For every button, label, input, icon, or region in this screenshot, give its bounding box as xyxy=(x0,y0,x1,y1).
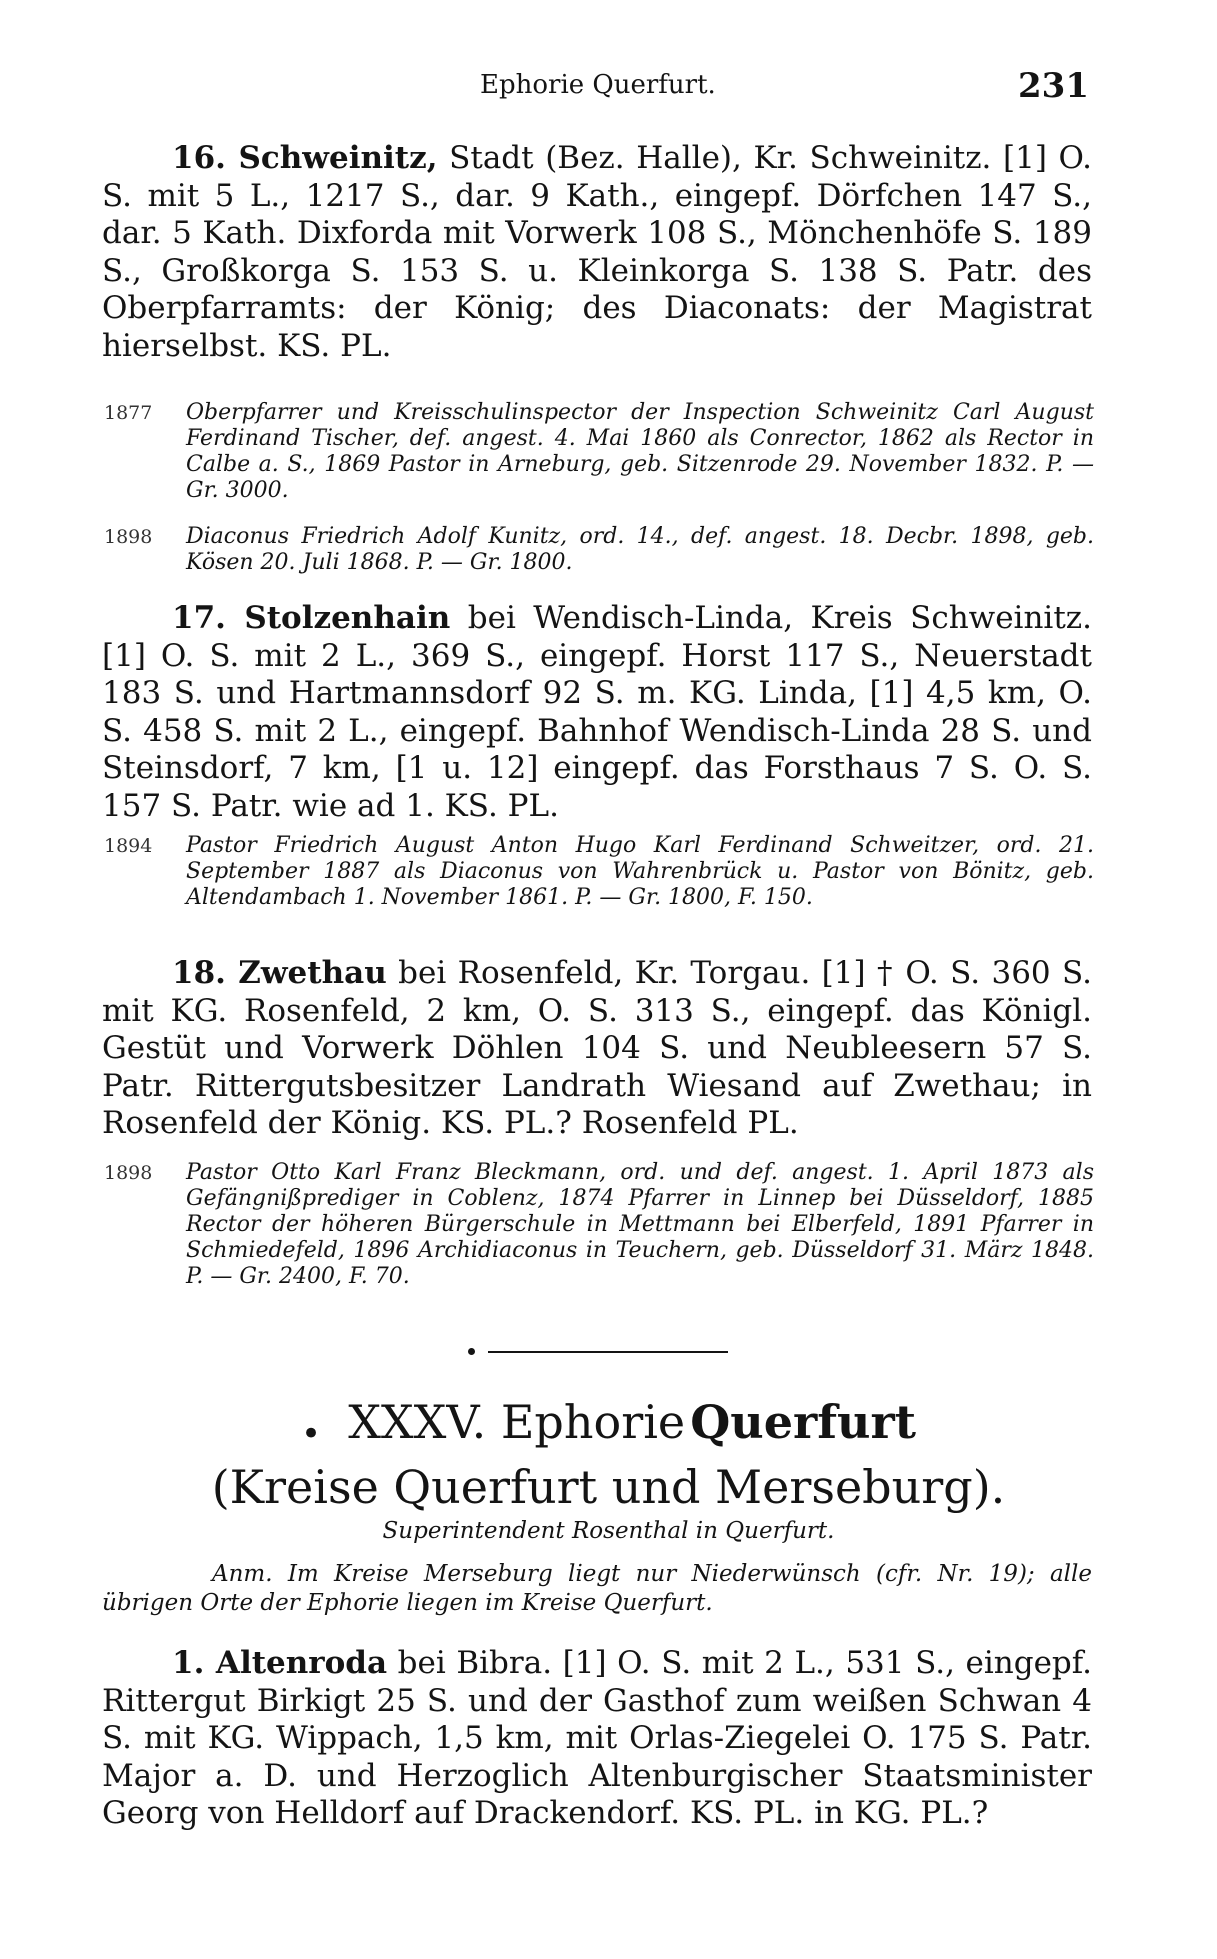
entry-text xyxy=(102,955,1092,1143)
entry-lead: 18. Zwethau xyxy=(172,955,387,991)
note-text: Oberpfarrer und Kreisschulinspector der Inspection Schweinitz Carl August Ferdinand Tischer, def. angest. 4. Mai 1860 als Conrector, 1862 als Rector in Calbe a. S., 1869 Pastor in Arneburg, geb. Sitzenrode 29. November 1832. P. — Gr. 3000. xyxy=(186,400,1094,503)
note-text: Pastor Otto Karl Franz Bleckmann, ord. und def. angest. 1. April 1873 als Gefängnißprediger in Coblenz, 1874 Pfarrer in Linnep bei Düsseldorf, 1885 Rector der höheren Bürgerschule in Mettmann bei Elberfeld, 1891 Pfarrer in Schmiedefeld, 1896 Archidiaconus in Teuchern, geb. Düsseldorf 31. März 1848. P. — Gr. 2400, F. 70. xyxy=(186,1160,1094,1289)
section-title xyxy=(0,1395,1217,1454)
entry-lead: 17. Stolzenhain xyxy=(172,600,451,636)
note-year: 1894 xyxy=(104,835,153,857)
entry-lead: 1. Altenroda xyxy=(172,1645,388,1681)
entry-body: Stadt (Bez. Halle), Kr. Schweinitz. [1] O. S. mit 5 L., 1217 S., dar. 9 Kath., eingepf. Dörfchen 147 S., dar. 5 Kath. Dixforda mit Vorwerk 108 S., Mönchenhöfe S. 189 S., Großkorga S. 153 S. u. Kleinkorga S. 138 S. Patr. des Oberpfarramts: der König; des Diaconats: der Magistrat hierselbst. KS. PL. xyxy=(102,140,1092,364)
section-note-text: Anm. Im Kreise Merseburg liegt nur Niederwünsch (cfr. Nr. 19); alle übrigen Orte der Ephorie liegen im Kreise Querfurt. xyxy=(102,1561,1092,1616)
entry-16 xyxy=(102,140,1092,365)
entry-body: bei Bibra. [1] O. S. mit 2 L., 531 S., eingepf. Rittergut Birkigt 25 S. und der Gasthof zum weißen Schwan 4 S. mit KG. Wippach, 1,5 km, mit Orlas-Ziegelei O. 175 S. Patr. Major a. D. und Herzoglich Altenburgischer Staatsminister Georg von Helldorf auf Drackendorf. KS. PL. in KG. PL.? xyxy=(102,1645,1092,1831)
section-subtitle: (Kreise Querfurt und Merseburg). xyxy=(211,1460,1006,1514)
note-1894 xyxy=(104,833,1094,911)
entry-1 xyxy=(102,1645,1092,1833)
running-title: Ephorie Querfurt. xyxy=(480,70,716,100)
entry-body: bei Wendisch-Linda, Kreis Schweinitz. [1] O. S. mit 2 L., 369 S., eingepf. Horst 117 S., Neuerstadt 183 S. und Hartmannsdorf 92 S. m. KG. Linda, [1] 4,5 km, O. S. 458 S. mit 2 L., eingepf. Bahnhof Wendisch-Linda 28 S. und Steinsdorf, 7 km, [1 u. 12] eingepf. das Forsthaus 7 S. O. S. 157 S. Patr. wie ad 1. KS. PL. xyxy=(102,600,1092,824)
superintendent-line: Superintendent Rosenthal in Querfurt. xyxy=(382,1518,835,1544)
entry-18 xyxy=(102,955,1092,1143)
entry-17 xyxy=(102,600,1092,825)
bullet-icon: • xyxy=(301,1413,322,1454)
page-number: 231 xyxy=(1018,66,1089,106)
section-title-part2: Querfurt xyxy=(690,1395,916,1449)
note-1877 xyxy=(104,400,1094,504)
entry-lead: 16. Schweinitz, xyxy=(172,140,438,176)
entry-body: bei Rosenfeld, Kr. Torgau. [1] † O. S. 360 S. mit KG. Rosenfeld, 2 km, O. S. 313 S., eingepf. das Königl. Gestüt und Vorwerk Döhlen 104 S. und Neubleesern 57 S. Patr. Rittergutsbesitzer Landrath Wiesand auf Zwethau; in Rosenfeld der König. KS. PL.? Rosenfeld PL. xyxy=(102,955,1093,1141)
entry-text xyxy=(102,1645,1092,1833)
note-1898-pastor xyxy=(104,1160,1094,1290)
section-divider xyxy=(468,1345,730,1359)
note-text: Diaconus Friedrich Adolf Kunitz, ord. 14., def. angest. 18. Decbr. 1898, geb. Kösen 20. Juli 1868. P. — Gr. 1800. xyxy=(186,524,1094,575)
note-text: Pastor Friedrich August Anton Hugo Karl Ferdinand Schweitzer, ord. 21. September 1887 als Diaconus von Wahrenbrück u. Pastor von Bönitz, geb. Altendambach 1. November 1861. P. — Gr. 1800, F. 150. xyxy=(186,833,1094,910)
section-title-part1: XXXV. Ephorie xyxy=(348,1395,686,1449)
entry-text xyxy=(102,140,1092,365)
section-note xyxy=(102,1560,1092,1618)
note-1898-diaconus xyxy=(104,524,1094,576)
note-year: 1898 xyxy=(104,526,153,548)
note-year: 1877 xyxy=(104,402,153,424)
note-year: 1898 xyxy=(104,1162,153,1184)
entry-text xyxy=(102,600,1092,825)
running-header xyxy=(0,66,1217,116)
